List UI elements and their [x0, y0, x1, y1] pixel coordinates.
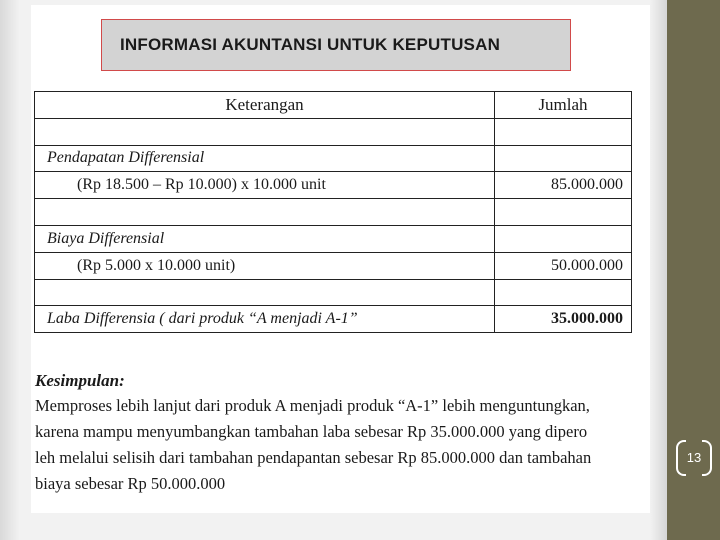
table-row	[35, 172, 632, 199]
conclusion-heading-text: Kesimpulan	[35, 371, 120, 390]
table-row	[35, 306, 632, 333]
row-label-pendapatan-calc: (Rp 18.500 – Rp 10.000) x 10.000 unit	[35, 172, 495, 199]
conclusion-line: biaya sebesar Rp 50.000.000	[35, 474, 226, 493]
row-value	[495, 145, 632, 172]
conclusion-heading	[35, 371, 647, 391]
table-row	[35, 225, 632, 252]
accounting-table	[34, 91, 632, 333]
row-label	[35, 279, 495, 306]
bracket-left-icon	[676, 440, 686, 476]
page-number-badge	[672, 440, 716, 474]
conclusion-block	[35, 371, 647, 497]
row-label	[35, 199, 495, 226]
slide-content	[31, 5, 650, 513]
row-value-pendapatan: 85.000.000	[495, 172, 632, 199]
row-value	[495, 118, 632, 145]
title-box	[101, 19, 571, 71]
table-row	[35, 199, 632, 226]
row-label-pendapatan: Pendapatan Differensial	[35, 145, 495, 172]
row-label	[35, 118, 495, 145]
row-value	[495, 199, 632, 226]
table-header-row	[35, 92, 632, 119]
conclusion-heading-colon: :	[119, 371, 125, 390]
row-value-laba: 35.000.000	[495, 306, 632, 333]
column-header-keterangan: Keterangan	[35, 92, 495, 119]
row-label-biaya: Biaya Differensial	[35, 225, 495, 252]
table-row	[35, 279, 632, 306]
column-header-jumlah: Jumlah	[495, 92, 632, 119]
row-value-biaya: 50.000.000	[495, 252, 632, 279]
row-label-biaya-calc: (Rp 5.000 x 10.000 unit)	[35, 252, 495, 279]
conclusion-line: Memproses lebih lanjut dari produk A menjadi produk “A-1” lebih menguntungkan,	[35, 396, 590, 415]
row-label-laba: Laba Differensia ( dari produk “A menjadi A-1”	[35, 306, 495, 333]
row-value	[495, 225, 632, 252]
page-number: 13	[686, 449, 702, 465]
table-row	[35, 145, 632, 172]
row-value	[495, 279, 632, 306]
conclusion-line: leh melalui selisih dari tambahan pendapantan sebesar Rp 85.000.000 dan tambahan	[35, 448, 592, 467]
bracket-right-icon	[702, 440, 712, 476]
conclusion-line: karena mampu menyumbangkan tambahan laba sebesar Rp 35.000.000 yang dipero	[35, 422, 588, 441]
table-row	[35, 252, 632, 279]
table-row	[35, 118, 632, 145]
page-title: INFORMASI AKUNTANSI UNTUK KEPUTUSAN	[120, 35, 501, 54]
